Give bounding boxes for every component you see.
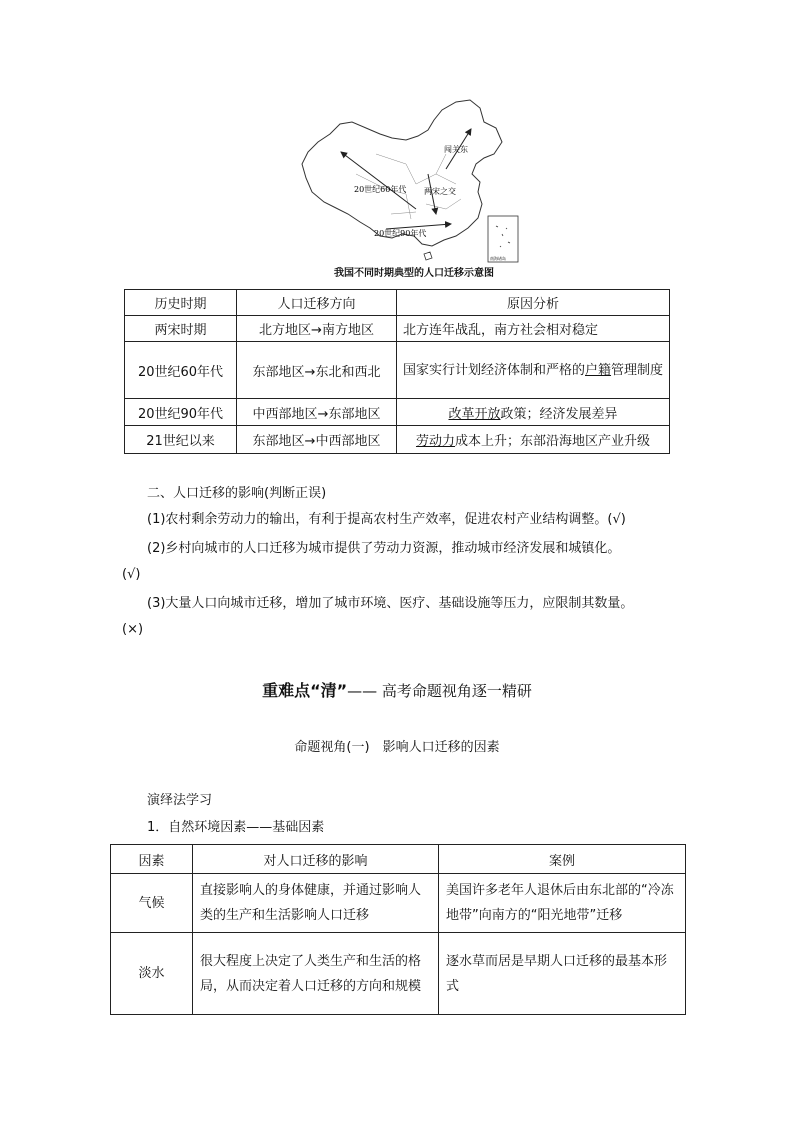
period-cell: 21世纪以来 (125, 426, 237, 454)
arrow-1960s (341, 152, 416, 209)
table-row (125, 399, 670, 426)
china-outline (302, 100, 502, 246)
label-chuang-guandong: 闯关东 (444, 145, 468, 154)
statement-3: (3)大量人口向城市迁移，增加了城市环境、医疗、基础设施等压力，应限制其数量。 (147, 596, 634, 611)
migration-map (296, 94, 532, 264)
statement-2-mark: (√) (122, 567, 141, 582)
factor-cell: 气候 (111, 874, 193, 933)
statement-2: (2)乡村向城市的人口迁移为城市提供了劳动力资源，推动城市经济发展和城镇化。 (147, 541, 621, 556)
migration-table (124, 289, 670, 454)
section-title: 二、人口迁移的影响(判断正误) (147, 486, 327, 501)
reason-cell: 劳动力成本上升；东部沿海地区产业升级 (397, 426, 670, 454)
label-song-era: 两宋之交 (424, 187, 456, 196)
method-label: 演绎法学习 (147, 793, 213, 808)
period-cell: 两宋时期 (125, 316, 237, 342)
hainan-island (424, 252, 432, 260)
reason-cell: 北方连年战乱，南方社会相对稳定 (397, 316, 670, 342)
statement-1: (1)农村剩余劳动力的输出，有利于提高农村生产效率，促进农村产业结构调整。(√) (147, 512, 626, 527)
case-cell: 逐水草而居是早期人口迁移的最基本形式 (439, 933, 686, 1015)
table-row (125, 342, 670, 399)
factor-cell: 淡水 (111, 933, 193, 1015)
header-period: 历史时期 (125, 290, 237, 316)
case-cell: 美国许多老年人退休后由东北部的“冷冻地带”向南方的“阳光地带”迁移 (439, 874, 686, 933)
header-factor: 因素 (111, 845, 193, 874)
table-row (125, 316, 670, 342)
subheading: 命题视角(一) 影响人口迁移的因素 (294, 740, 500, 755)
period-cell: 20世纪60年代 (125, 342, 237, 399)
direction-cell: 东部地区→中西部地区 (237, 426, 397, 454)
item-title: 1．自然环境因素——基础因素 (147, 820, 325, 835)
table-row (125, 426, 670, 454)
label-1990s: 20世纪90年代 (374, 229, 427, 238)
label-inset: 南海诸岛 (490, 256, 506, 261)
figure-caption: 我国不同时期典型的人口迁移示意图 (334, 268, 494, 279)
reason-cell: 改革开放政策；经济发展差异 (397, 399, 670, 426)
period-cell: 20世纪90年代 (125, 399, 237, 426)
direction-cell: 中西部地区→东部地区 (237, 399, 397, 426)
impact-cell: 直接影响人的身体健康，并通过影响人类的生产和生活影响人口迁移 (193, 874, 439, 933)
heading-rest: —— 高考命题视角逐一精研 (347, 682, 532, 700)
table-row (111, 933, 686, 1015)
page-heading (0, 678, 794, 701)
impact-cell: 很大程度上决定了人类生产和生活的格局，从而决定着人口迁移的方向和规模 (193, 933, 439, 1015)
direction-cell: 东部地区→东北和西北 (237, 342, 397, 399)
label-1960s: 20世纪60年代 (354, 185, 407, 194)
direction-cell: 北方地区→南方地区 (237, 316, 397, 342)
reason-cell: 国家实行计划经济体制和严格的户籍管理制度 (397, 342, 670, 399)
header-reason: 原因分析 (397, 290, 670, 316)
table-row (111, 874, 686, 933)
heading-bold: 重难点“清” (262, 681, 348, 700)
header-impact: 对人口迁移的影响 (193, 845, 439, 874)
header-case: 案例 (439, 845, 686, 874)
factor-table (110, 844, 686, 1015)
header-direction: 人口迁移方向 (237, 290, 397, 316)
statement-3-mark: (×) (122, 622, 144, 637)
